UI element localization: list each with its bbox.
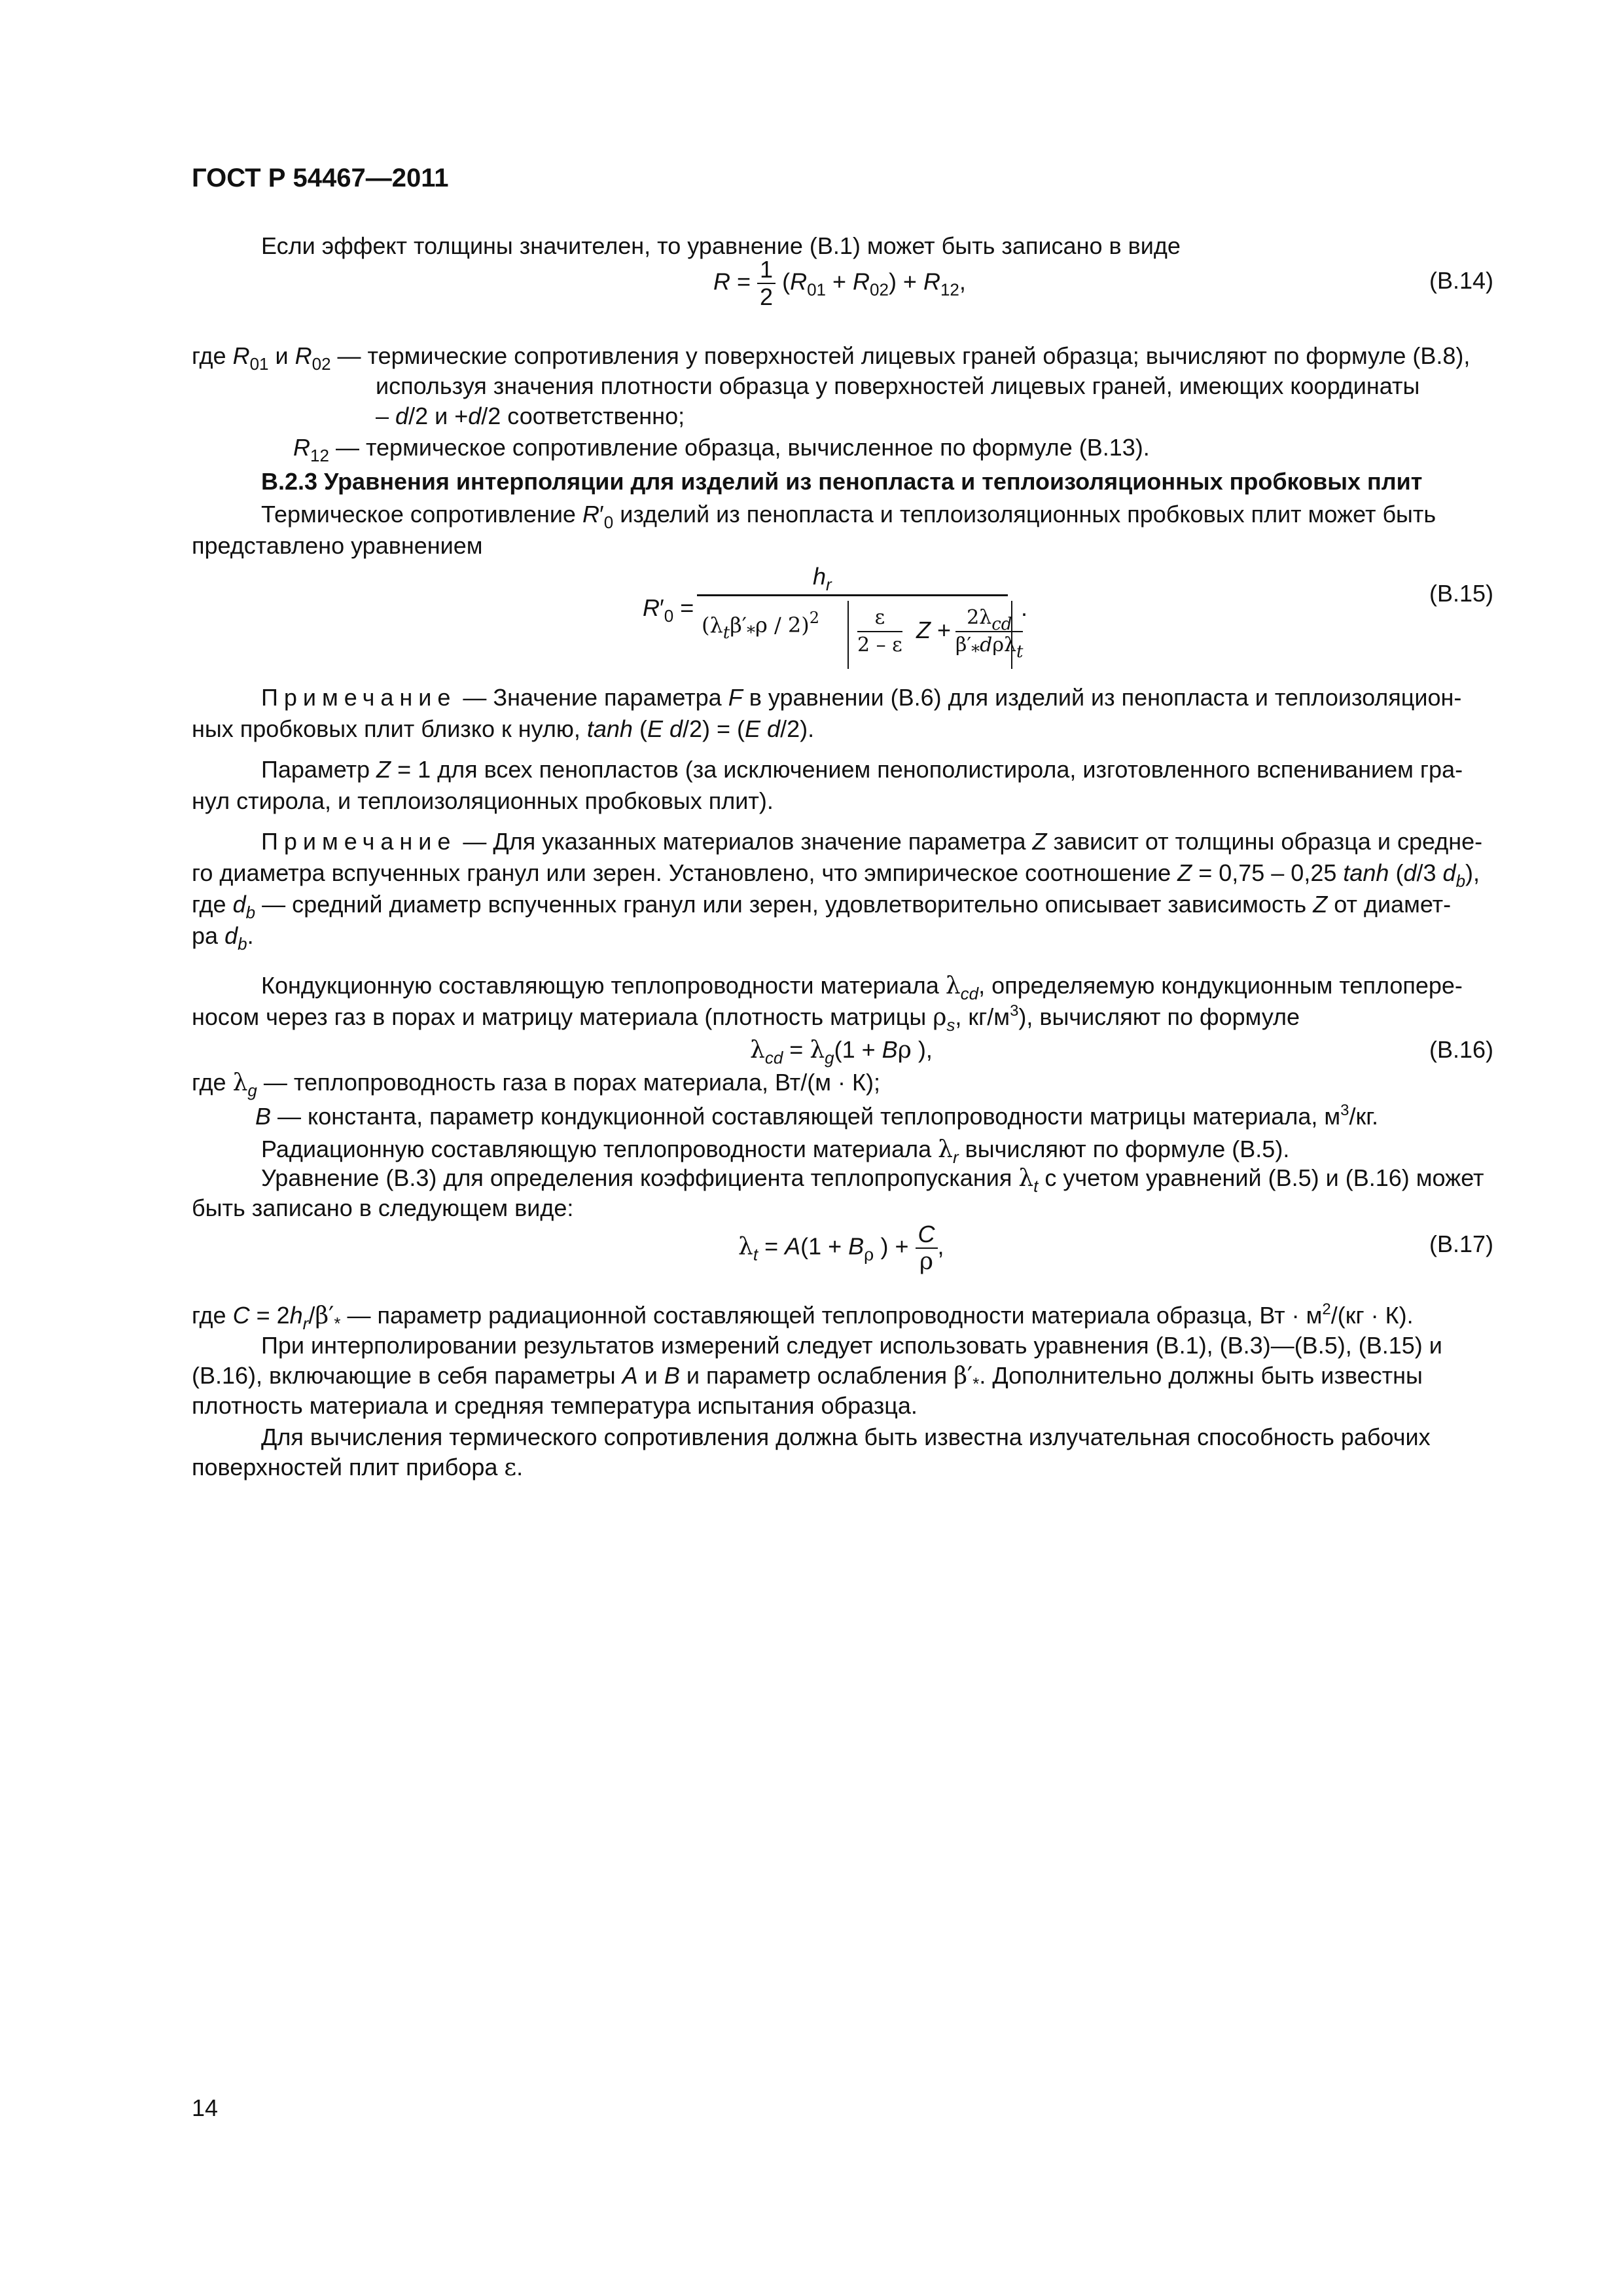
section-heading-b23: В.2.3 Уравнения интерполяции для изделий из пенопласта и теплоизоляционных пробковых плит bbox=[261, 468, 1423, 495]
where-block-r01-r02: где $R_{01}$ и $R_{02}$ — термические сопротивления у поверхностей лицевых граней образца; вычисляют по формуле (В.8), bbox=[192, 342, 1471, 374]
equation-b14: R = $\frac{1}{2}$ $(R_{01} + R_{02}) + R_{12}$, bbox=[713, 256, 966, 310]
note-parameter-z-line2: го диаметра вспученных гранул или зерен. Установлено, что эмпирическое соотношение Z = 0,75 – 0,25 tanh (d/3 $d_b$), bbox=[192, 859, 1480, 891]
where-block-r01-coords: – d/2 и +d/2 соответственно; bbox=[376, 403, 685, 429]
where-block-r01-cont: используя значения плотности образца у поверхностей лицевых граней, имеющих координаты bbox=[376, 372, 1420, 399]
where-block-lambda-g: где $\lambda_g$ — теплопроводность газа в порах материала, Вт/(м · К); bbox=[192, 1069, 880, 1100]
paragraph-thermal-resistance-cont: представлено уравнением bbox=[192, 532, 483, 559]
equation-number-b17: (В.17) bbox=[1429, 1230, 1493, 1257]
note-parameter-z-line3: где $d_b$ — средний диаметр вспученных гранул или зерен, удовлетворительно описывает зависимость Z от диамет- bbox=[192, 891, 1452, 922]
paragraph-interpolation-line3: плотность материала и средняя температура испытания образца. bbox=[192, 1392, 918, 1419]
paragraph-transmission-coefficient: Уравнение (В.3) для определения коэффициента теплопропускания $\lambda_t$ с учетом уравнений (В.5) и (В.16) может bbox=[261, 1164, 1484, 1196]
paragraph-thermal-resistance: Термическое сопротивление $R'_0$ изделий из пенопласта и теплоизоляционных пробковых плит может быть bbox=[261, 501, 1436, 532]
page-number: 14 bbox=[192, 2094, 219, 2121]
note-parameter-z: Примечание — Для указанных материалов значение параметра Z зависит от толщины образца и средне- bbox=[261, 828, 1483, 855]
paragraph-parameter-z-cont: нул стирола, и теплоизоляционных пробковых плит). bbox=[192, 787, 774, 814]
document-header: ГОСТ Р 54467—2011 bbox=[192, 164, 449, 192]
paragraph-interpolation: При интерполировании результатов измерений следует использовать уравнения (В.1), (В.3)—(В.5), (В.15) и bbox=[261, 1332, 1442, 1359]
paragraph-emissivity-cont: поверхностей плит прибора ε. bbox=[192, 1454, 524, 1481]
equation-number-b16: (В.16) bbox=[1429, 1036, 1493, 1063]
paragraph-interpolation-line2: (В.16), включающие в себя параметры A и B и параметр ослабления $\beta'_*$. Дополнительно должны быть известны bbox=[192, 1362, 1423, 1393]
equation-number-b14: (В.14) bbox=[1429, 267, 1493, 294]
paragraph-thickness-effect: Если эффект толщины значителен, то уравнение (В.1) может быть записано в виде bbox=[261, 232, 1181, 259]
note-parameter-f: Примечание — Значение параметра F в уравнении (В.6) для изделий из пенопласта и теплоизоляцион- bbox=[261, 684, 1462, 711]
equation-b16: $\lambda_{cd} = \lambda_g(1 + B\rho$ ), bbox=[750, 1036, 933, 1067]
where-block-c-parameter: где $C = 2h_r/\beta'_*$ — параметр радиационной составляющей теплопроводности материала образца, Вт · $м^2/(кг \cdot К)$. bbox=[192, 1300, 1414, 1333]
note-parameter-z-line4: ра $d_b$. bbox=[192, 922, 254, 954]
equation-b17: $\lambda_t = A(1 + B_\rho$ ) + $\frac{C}{\rho}$ , bbox=[738, 1221, 944, 1275]
paragraph-parameter-z: Параметр Z = 1 для всех пенопластов (за исключением пенополистирола, изготовленного вспениванием гра- bbox=[261, 756, 1463, 783]
paragraph-conductive-component-cont: носом через газ в порах и матрицу материала (плотность матрицы $\rho_s$, $кг/м^3$), вычисляют по формуле bbox=[192, 1002, 1300, 1035]
where-block-r12: $R_{12}$ — термическое сопротивление образца, вычисленное по формуле (В.13). bbox=[293, 434, 1150, 465]
paragraph-emissivity: Для вычисления термического сопротивления должна быть известна излучательная способность рабочих bbox=[261, 1424, 1431, 1450]
equation-b15: $R'_0$ = $h_r$ $(\lambda_t\beta'_*\rho / 2)^2$ $\frac{\varepsilon}{2 - \varepsilon}$ Z + $\frac{2\lambda_{cd}}{\beta'_*d\rho\lambda_t}$ . bbox=[641, 563, 1034, 674]
paragraph-radiative-component: Радиационную составляющую теплопроводности материала $\lambda_r$ вычисляют по формуле (В.5). bbox=[261, 1136, 1290, 1167]
where-block-b-constant: B — константа, параметр кондукционной составляющей теплопроводности матрицы материала, $м^3/кг$. bbox=[255, 1102, 1378, 1130]
note-parameter-f-cont: ных пробковых плит близко к нулю, tanh (E d/2) = (E d/2). bbox=[192, 715, 815, 742]
paragraph-conductive-component: Кондукционную составляющую теплопроводности материала $\lambda_{cd}$, определяемую кондукционным теплопере- bbox=[261, 972, 1463, 1003]
paragraph-transmission-coefficient-cont: быть записано в следующем виде: bbox=[192, 1194, 574, 1221]
equation-number-b15: (В.15) bbox=[1429, 580, 1493, 607]
